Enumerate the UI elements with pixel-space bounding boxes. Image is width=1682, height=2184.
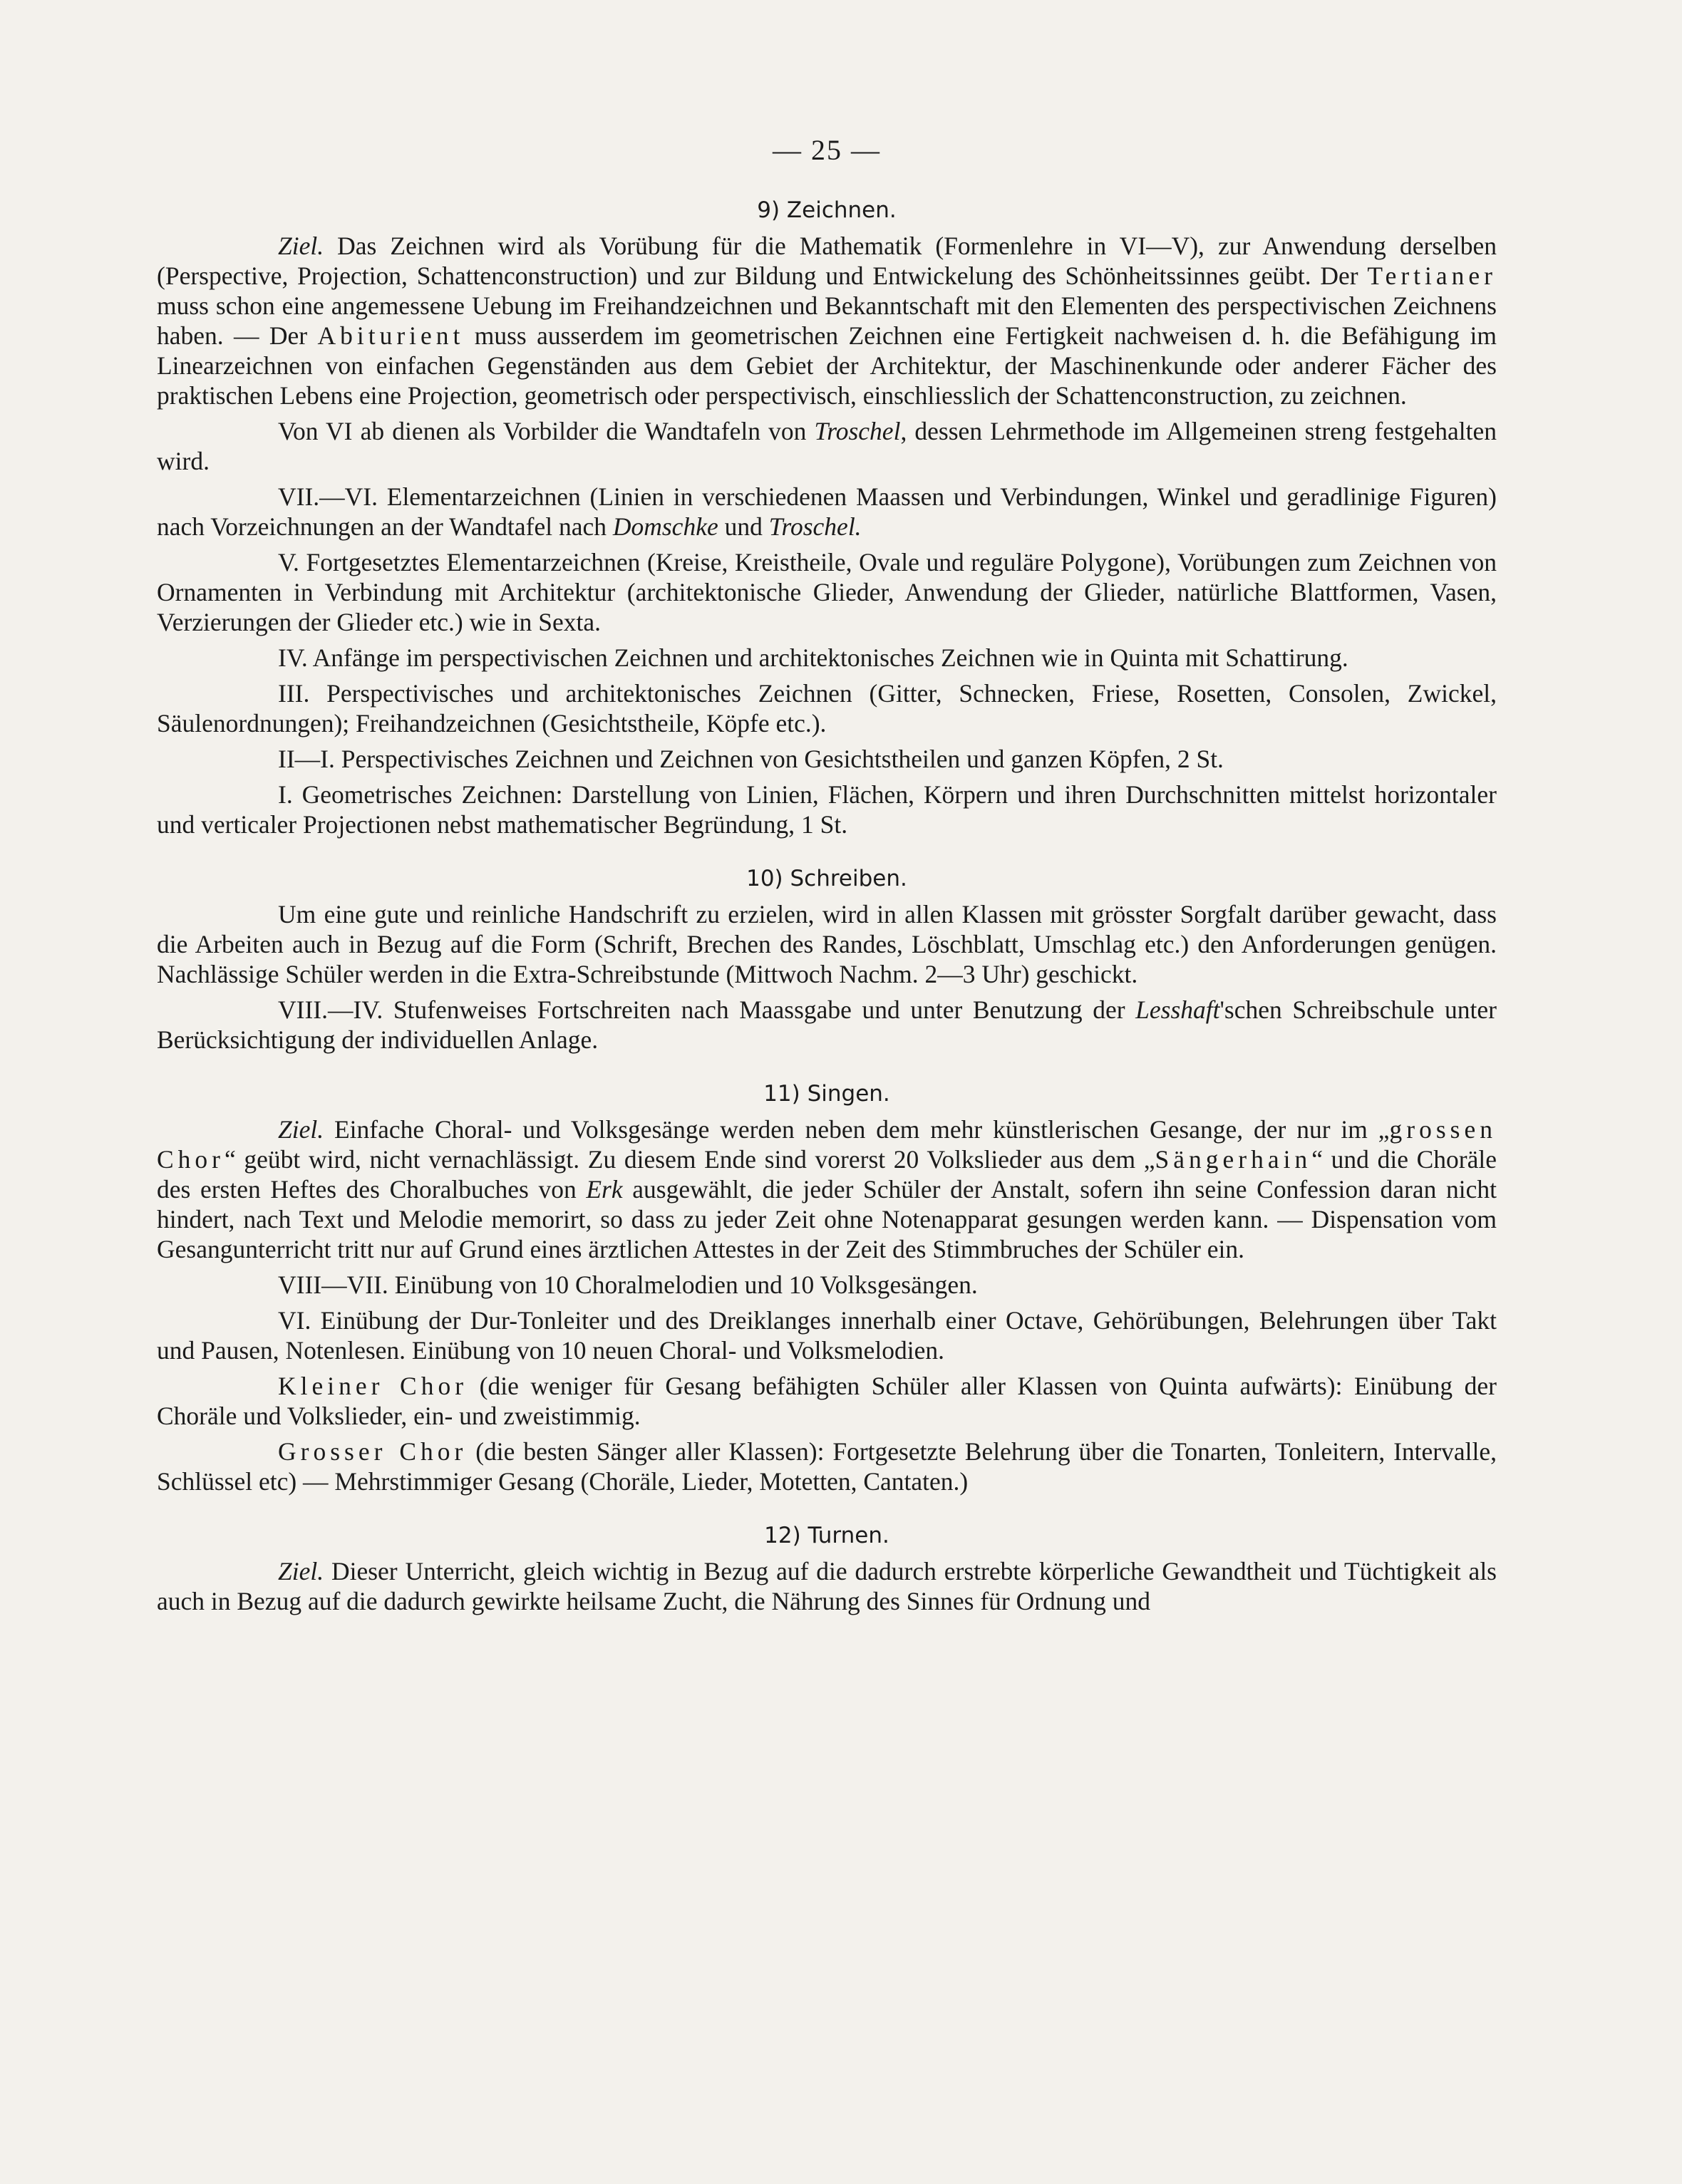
- paragraph: [157, 1556, 1497, 1616]
- paragraph: [157, 995, 1497, 1055]
- paragraph: [157, 416, 1497, 476]
- text-run: 'schen Schreibschule unter Berücksichtigung der individuellen Anlage.: [157, 995, 1497, 1054]
- paragraph: [157, 1437, 1497, 1496]
- text-run: Das Zeichnen wird als Vorübung für die Mathematik (Formenlehre in VI—V), zur Anwendung derselben (Perspective, Projection, Schattenconstruction) und zur Bildung und Entwickelung des Schönheitssinnes geübt. Der: [157, 232, 1497, 290]
- section: [157, 195, 1497, 839]
- paragraph: [157, 744, 1497, 774]
- text-run: (die weniger für Gesang befähigten Schüler aller Klassen von Quinta aufwärts): Einübung der Choräle und Volkslieder, ein- und zweistimmig.: [157, 1372, 1497, 1430]
- document-page: [157, 135, 1497, 1622]
- text-run: II—I. Perspectivisches Zeichnen und Zeichnen von Gesichtstheilen und ganzen Köpfen, 2 St.: [278, 745, 1224, 773]
- text-run: (die besten Sänger aller Klassen): Fortgesetzte Belehrung über die Tonarten, Tonleitern, Intervalle, Schlüssel etc) — Mehrstimmiger Gesang (Choräle, Lieder, Motetten, Cantaten.): [157, 1437, 1497, 1496]
- text-run: VIII—VII. Einübung von 10 Choralmelodien und 10 Volksgesängen.: [278, 1270, 978, 1299]
- text-run: “ und die Choräle des ersten Heftes des Choralbuches von: [157, 1145, 1497, 1204]
- italic-text: Troschel: [814, 417, 901, 445]
- italic-text: Domschke: [612, 512, 718, 541]
- paragraph: [157, 1270, 1497, 1300]
- text-run: V. Fortgesetztes Elementarzeichnen (Kreise, Kreistheile, Ovale und reguläre Polygone), Vorübungen zum Zeichnen von Ornamenten in Verbindung mit Architektur (architektonische Glieder, Anwendung der Glieder, natürliche Blattformen, Vasen, Verzierungen der Glieder etc.) wie in Sexta.: [157, 548, 1497, 636]
- section: [157, 1521, 1497, 1616]
- text-run: ausgewählt, die jeder Schüler der Anstalt, sofern ihn seine Confession daran nicht hindert, nach Text und Melodie memorirt, so dass zu jeder Zeit ohne Notenapparat gesungen werden kann. — Dispensation vom Gesangunterricht tritt nur auf Grund eines ärztlichen Attestes in der Zeit des Stimmbruches der Schüler ein.: [157, 1175, 1497, 1263]
- spaced-text: Grosser Chor: [278, 1437, 468, 1466]
- paragraph: [157, 678, 1497, 738]
- text-run: muss ausserdem im geometrischen Zeichnen eine Fertigkeit nachweisen d. h. die Befähigung im Linearzeichnen von einfachen Gegenständen aus dem Gebiet der Architektur, der Maschinenkunde oder anderer Fächer des praktischen Lebens eine Projection, geometrisch oder perspectivisch, einschliesslich der Schattenconstruction, zu zeichnen.: [157, 321, 1497, 410]
- section-heading: 9) Zeichnen.: [757, 197, 897, 223]
- text-run: , dessen Lehrmethode im Allgemeinen streng festgehalten wird.: [157, 417, 1497, 475]
- italic-text: Ziel.: [278, 1557, 324, 1585]
- text-run: Dieser Unterricht, gleich wichtig in Bezug auf die dadurch erstrebte körperliche Gewandtheit und Tüchtigkeit als auch in Bezug auf die dadurch gewirkte heilsame Zucht, die Nährung des Sinnes für Ordnung und: [157, 1557, 1497, 1615]
- italic-text: Troschel.: [768, 512, 862, 541]
- text-run: I. Geometrisches Zeichnen: Darstellung von Linien, Flächen, Körpern und ihren Durchschnitten mittelst horizontaler und verticaler Projectionen nebst mathematischer Begründung, 1 St.: [157, 780, 1497, 839]
- text-run: IV. Anfänge im perspectivischen Zeichnen und architektonisches Zeichnen wie in Quinta mit Schattirung.: [278, 643, 1348, 672]
- paragraph: [157, 1371, 1497, 1431]
- text-run: VI. Einübung der Dur-Tonleiter und des Dreiklanges innerhalb einer Octave, Gehörübungen, Belehrungen über Takt und Pausen, Notenlesen. Einübung von 10 neuen Choral- und Volksmelodien.: [157, 1306, 1497, 1365]
- paragraph: [157, 547, 1497, 637]
- italic-text: Erk: [586, 1175, 623, 1204]
- text-run: Um eine gute und reinliche Handschrift zu erzielen, wird in allen Klassen mit grösster Sorgfalt darüber gewacht, dass die Arbeiten auch in Bezug auf die Form (Schrift, Brechen des Randes, Löschblatt, Umschlag etc.) den Anforderungen genügen. Nachlässige Schüler werden in die Extra-Schreibstunde (Mittwoch Nachm. 2—3 Uhr) geschickt.: [157, 900, 1497, 988]
- page-number: — 25 —: [773, 134, 881, 166]
- section-heading: 10) Schreiben.: [746, 866, 907, 891]
- document-body: [157, 195, 1497, 1616]
- italic-text: Ziel.: [278, 232, 324, 260]
- spaced-text: Tertianer: [1367, 262, 1497, 290]
- text-run: VII.—VI. Elementarzeichnen (Linien in verschiedenen Maassen und Verbindungen, Winkel und geradlinige Figuren) nach Vorzeichnungen an der Wandtafel nach: [157, 482, 1497, 541]
- paragraph: [157, 231, 1497, 410]
- spaced-text: Abiturient: [317, 321, 465, 350]
- spaced-text: Kleiner Chor: [278, 1372, 468, 1400]
- paragraph: [157, 643, 1497, 673]
- section-heading: 11) Singen.: [763, 1081, 890, 1107]
- text-run: muss schon eine angemessene Uebung im Freihandzeichnen und Bekanntschaft mit den Elementen des perspectivischen Zeichnens haben. — Der: [157, 291, 1497, 350]
- spaced-text: Sängerhain: [1155, 1145, 1312, 1174]
- section-heading: 12) Turnen.: [764, 1523, 889, 1548]
- italic-text: Ziel.: [278, 1115, 324, 1144]
- section: [157, 864, 1497, 1055]
- section: [157, 1079, 1497, 1496]
- paragraph: [157, 1114, 1497, 1264]
- text-run: Einfache Choral- und Volksgesänge werden neben dem mehr künstlerischen Gesange, der nur im „: [324, 1115, 1390, 1144]
- paragraph: [157, 899, 1497, 989]
- paragraph: [157, 1305, 1497, 1365]
- spaced-text: grossen Chor: [157, 1115, 1497, 1174]
- paragraph: [157, 482, 1497, 542]
- paragraph: [157, 780, 1497, 839]
- text-run: VIII.—IV. Stufenweises Fortschreiten nach Maassgabe und unter Benutzung der: [278, 995, 1136, 1024]
- text-run: III. Perspectivisches und architektonisches Zeichnen (Gitter, Schnecken, Friese, Rosetten, Consolen, Zwickel, Säulenordnungen); Freihandzeichnen (Gesichtstheile, Köpfe etc.).: [157, 679, 1497, 738]
- text-run: Von VI ab dienen als Vorbilder die Wandtafeln von: [278, 417, 815, 445]
- text-run: “ geübt wird, nicht vernachlässigt. Zu diesem Ende sind vorerst 20 Volkslieder aus dem „: [225, 1145, 1155, 1174]
- italic-text: Lesshaft: [1135, 995, 1220, 1024]
- text-run: und: [718, 512, 769, 541]
